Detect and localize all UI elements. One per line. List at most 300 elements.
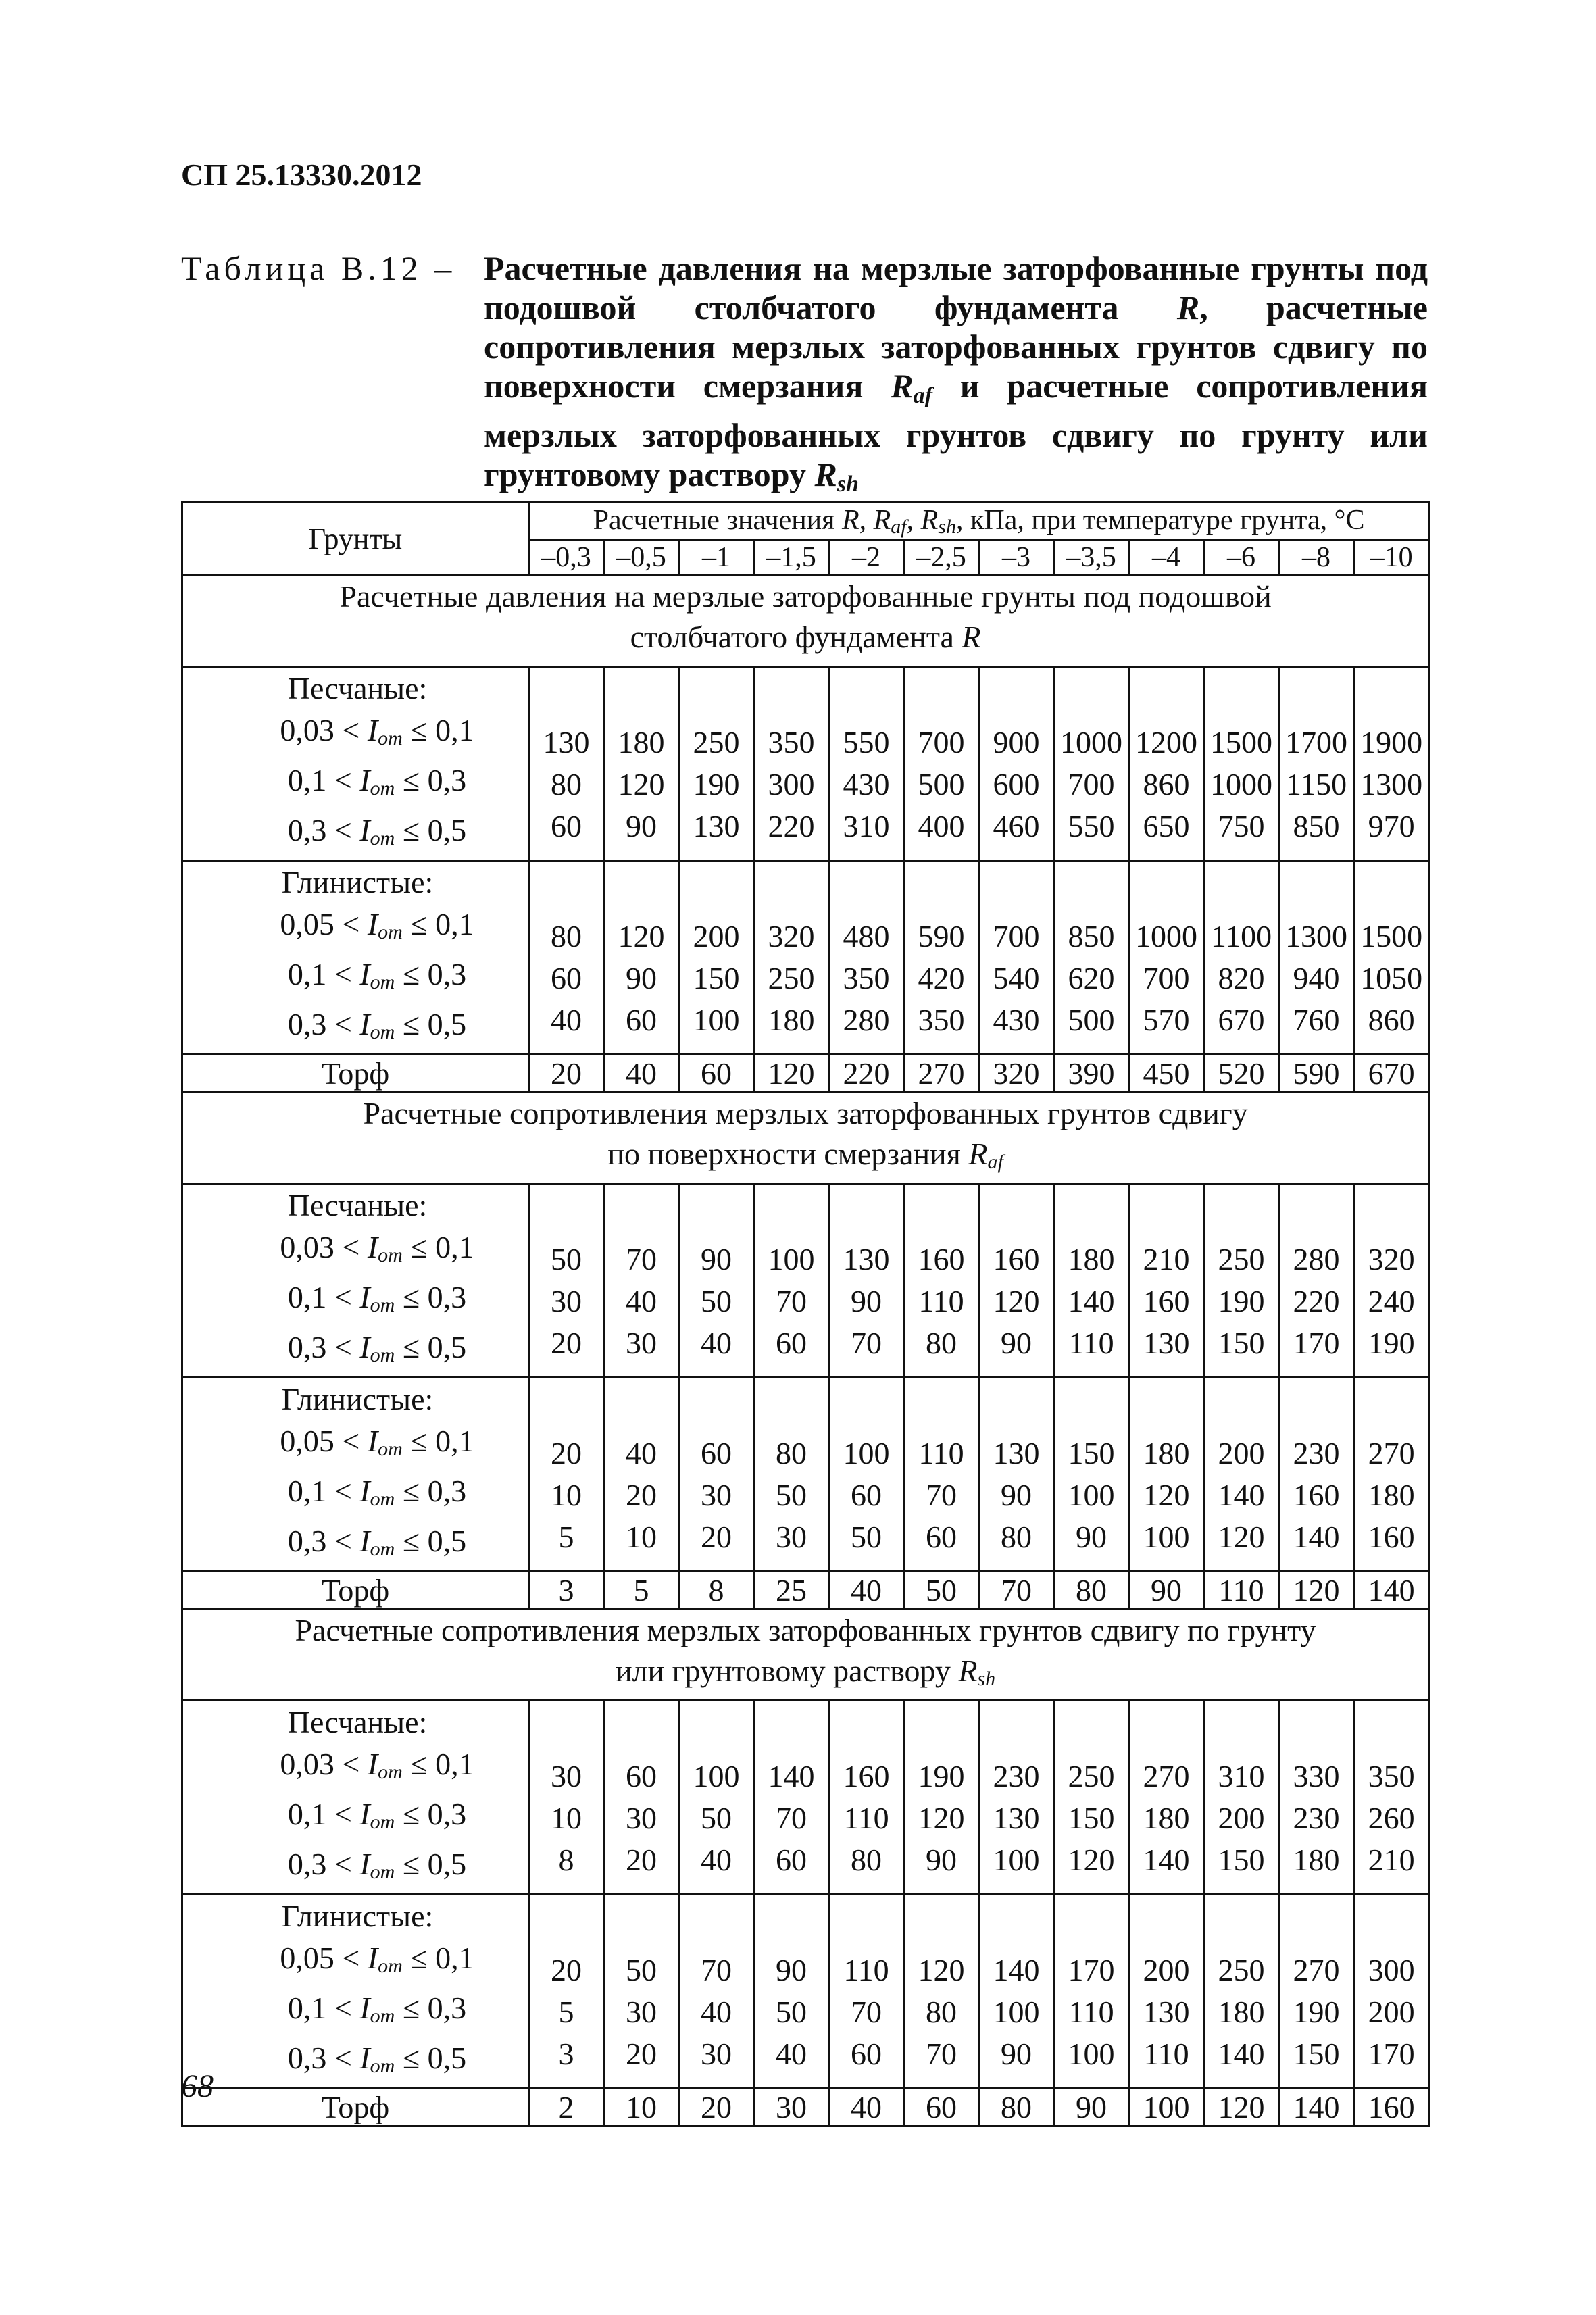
table-cell-value: 970 <box>1368 809 1415 843</box>
values-column-header: Расчетные значения R, $R_{af}$, $R_{sh}$, кПа, при температуре грунта, °С <box>529 503 1429 540</box>
clay-soil-group <box>182 1895 1429 2089</box>
table-cell-value: 40 <box>701 1326 732 1360</box>
table-cell-value: 20 <box>551 1326 582 1360</box>
table-cell-value: 700 <box>1143 961 1190 995</box>
table-cell-value: 40 <box>776 2037 807 2071</box>
table-cell-value: 1000 <box>1135 919 1197 953</box>
temperature-header-cell: –3,5 <box>1054 540 1129 576</box>
section-heading: Расчетные давления на мерзлые заторфованные грунты под подошвой столбчатого фундамента R <box>182 576 1429 667</box>
table-cell-value: 20 <box>551 1436 582 1470</box>
table-cell-value: 100 <box>693 1003 740 1037</box>
table-cell-value: 180 <box>1143 1801 1190 1835</box>
table-cell-value: 60 <box>776 1843 807 1877</box>
peat-label: Торф <box>182 1572 529 1610</box>
table-cell-value: 25 <box>754 1572 829 1610</box>
table-cell-value: 500 <box>918 767 965 801</box>
table-cell-value: 120 <box>918 1953 965 1987</box>
section-heading-row <box>182 1093 1429 1184</box>
index-range-label: $0,1 < I_{om} \le 0,3$ <box>287 1991 467 2027</box>
value-column-cell <box>1054 1895 1129 2089</box>
table-cell-value: 20 <box>551 1953 582 1987</box>
sandy-soil-names <box>182 1701 529 1895</box>
table-cell-value: 1700 <box>1285 725 1347 760</box>
table-cell-value: 130 <box>993 1801 1040 1835</box>
table-cell-value: 160 <box>993 1242 1040 1276</box>
table-cell-value: 350 <box>918 1003 965 1037</box>
table-cell-value: 120 <box>1143 1478 1190 1512</box>
value-column-cell <box>904 1184 979 1378</box>
header-row <box>182 503 1429 540</box>
value-column-cell <box>1129 1378 1204 1572</box>
table-cell-value: 120 <box>1068 1843 1115 1877</box>
table-cell-value: 250 <box>693 725 740 760</box>
table-cell-value: 60 <box>626 1003 657 1037</box>
table-cell-value: 20 <box>701 1520 732 1554</box>
table-cell-value: 90 <box>701 1242 732 1276</box>
temperature-header-cell: –2 <box>829 540 904 576</box>
table-cell-value: 160 <box>918 1242 965 1276</box>
table-cell-value: 230 <box>993 1759 1040 1793</box>
value-column-cell <box>529 1701 604 1895</box>
value-column-cell <box>904 1701 979 1895</box>
table-cell-value: 140 <box>768 1759 815 1793</box>
value-column-cell <box>1354 1895 1429 2089</box>
group-label: Песчаные: <box>287 671 428 705</box>
index-range-label: $0,3 < I_{om} \le 0,5$ <box>287 1330 467 1366</box>
table-cell-value: 220 <box>1293 1284 1340 1318</box>
table-cell-value: 110 <box>918 1436 964 1470</box>
value-column-cell <box>754 1895 829 2089</box>
table-cell-value: 300 <box>768 767 815 801</box>
table-cell-value: 160 <box>1293 1478 1340 1512</box>
table-cell-value: 70 <box>979 1572 1054 1610</box>
table-cell-value: 170 <box>1368 2037 1415 2071</box>
table-cell-value: 860 <box>1368 1003 1415 1037</box>
table-cell-value: 150 <box>1293 2037 1340 2071</box>
table-cell-value: 170 <box>1293 1326 1340 1360</box>
table-cell-value: 760 <box>1293 1003 1340 1037</box>
table-cell-value: 220 <box>768 809 815 843</box>
value-column-cell <box>979 861 1054 1055</box>
value-column-cell <box>829 861 904 1055</box>
value-column-cell <box>604 861 679 1055</box>
index-range-label: $0,05 < I_{om} \le 0,1$ <box>280 1941 474 1977</box>
value-column-cell <box>1204 1378 1279 1572</box>
table-cell-value: 140 <box>1354 1572 1429 1610</box>
peat-row <box>182 1055 1429 1093</box>
table-cell-value: 100 <box>1129 2089 1204 2126</box>
table-cell-value: 350 <box>843 961 890 995</box>
table-cell-value: 500 <box>1068 1003 1115 1037</box>
table-cell-value: 150 <box>1218 1326 1265 1360</box>
group-label: Песчаные: <box>287 1188 428 1222</box>
value-column-cell <box>829 667 904 861</box>
table-cell-value: 130 <box>1143 1326 1190 1360</box>
table-cell-value: 70 <box>851 1995 882 2029</box>
value-column-cell <box>1129 667 1204 861</box>
sandy-soil-group <box>182 667 1429 861</box>
table-cell-value: 430 <box>993 1003 1040 1037</box>
table-cell-value: 120 <box>1218 1520 1265 1554</box>
table-cell-value: 180 <box>768 1003 815 1037</box>
table-cell-value: 160 <box>1143 1284 1190 1318</box>
table-cell-value: 60 <box>551 961 582 995</box>
value-column-cell <box>904 667 979 861</box>
design-values-table <box>181 501 1430 2127</box>
table-cell-value: 70 <box>776 1284 807 1318</box>
table-cell-value: 1100 <box>1210 919 1272 953</box>
table-cell-value: 30 <box>701 2037 732 2071</box>
group-label: Песчаные: <box>287 1705 428 1739</box>
value-column-cell <box>754 667 829 861</box>
table-cell-value: 70 <box>776 1801 807 1835</box>
table-cell-value: 430 <box>843 767 890 801</box>
table-cell-value: 280 <box>1293 1242 1340 1276</box>
table-cell-value: 200 <box>1368 1995 1415 2029</box>
table-cell-value: 150 <box>1068 1801 1115 1835</box>
table-cell-value: 80 <box>551 919 582 953</box>
table-cell-value: 100 <box>1068 2037 1115 2071</box>
value-column-cell <box>979 1378 1054 1572</box>
table-cell-value: 140 <box>1218 2037 1265 2071</box>
value-column-cell <box>979 667 1054 861</box>
index-range-label: $0,1 < I_{om} \le 0,3$ <box>287 957 467 993</box>
clay-soil-group <box>182 861 1429 1055</box>
table-cell-value: 1050 <box>1360 961 1423 995</box>
table-cell-value: 180 <box>1218 1995 1265 2029</box>
value-column-cell <box>529 667 604 861</box>
table-cell-value: 1500 <box>1360 919 1423 953</box>
table-cell-value: 350 <box>1368 1759 1415 1793</box>
table-cell-value: 120 <box>1204 2089 1279 2126</box>
table-cell-value: 180 <box>618 725 665 760</box>
table-cell-value: 280 <box>843 1003 890 1037</box>
peat-label: Торф <box>182 2089 529 2126</box>
index-range-label: $0,03 < I_{om} \le 0,1$ <box>280 1230 474 1266</box>
table-cell-value: 50 <box>626 1953 657 1987</box>
table-cell-value: 50 <box>851 1520 882 1554</box>
table-cell-value: 850 <box>1068 919 1115 953</box>
table-cell-value: 10 <box>604 2089 679 2126</box>
value-column-cell <box>1054 1184 1129 1378</box>
sandy-soil-names <box>182 1184 529 1378</box>
table-cell-value: 590 <box>918 919 965 953</box>
table-cell-value: 900 <box>993 725 1040 760</box>
group-label: Глинистые: <box>281 1382 434 1416</box>
table-cell-value: 270 <box>1293 1953 1340 1987</box>
value-column-cell <box>1054 667 1129 861</box>
table-cell-value: 30 <box>551 1759 582 1793</box>
table-cell-value: 210 <box>1368 1843 1415 1877</box>
value-column-cell <box>679 861 754 1055</box>
index-range-label: $0,1 < I_{om} \le 0,3$ <box>287 763 467 799</box>
table-cell-value: 1150 <box>1285 767 1347 801</box>
value-column-cell <box>679 1184 754 1378</box>
table-number: Таблица В.12 – <box>181 249 456 287</box>
section-heading: Расчетные сопротивления мерзлых заторфованных грунтов сдвигу по грунту или грунтовому раствору $R_{sh}$ <box>182 1610 1429 1701</box>
index-range-label: $0,05 < I_{om} \le 0,1$ <box>280 907 474 943</box>
table-cell-value: 150 <box>693 961 740 995</box>
table-cell-value: 140 <box>1218 1478 1265 1512</box>
value-column-cell <box>1204 1184 1279 1378</box>
table-cell-value: 450 <box>1129 1055 1204 1093</box>
table-cell-value: 60 <box>551 809 582 843</box>
table-cell-value: 40 <box>701 1843 732 1877</box>
table-cell-value: 250 <box>1068 1759 1115 1793</box>
peat-row <box>182 1572 1429 1610</box>
temperature-header-cell: –8 <box>1279 540 1354 576</box>
table-cell-value: 30 <box>626 1801 657 1835</box>
table-cell-value: 200 <box>1143 1953 1190 1987</box>
table-cell-value: 60 <box>701 1436 732 1470</box>
table-cell-value: 110 <box>1068 1995 1114 2029</box>
group-label: Глинистые: <box>281 865 434 899</box>
table-cell-value: 210 <box>1143 1242 1190 1276</box>
page-number: 68 <box>181 2068 214 2104</box>
table-cell-value: 550 <box>843 725 890 760</box>
value-column-cell <box>604 1701 679 1895</box>
table-cell-value: 80 <box>551 767 582 801</box>
table-cell-value: 140 <box>993 1953 1040 1987</box>
value-column-cell <box>829 1895 904 2089</box>
table-cell-value: 600 <box>993 767 1040 801</box>
table-cell-value: 1200 <box>1135 725 1197 760</box>
value-column-cell <box>679 1895 754 2089</box>
table-cell-value: 330 <box>1293 1759 1340 1793</box>
table-cell-value: 5 <box>604 1572 679 1610</box>
table-cell-value: 850 <box>1293 809 1340 843</box>
value-column-cell <box>1354 861 1429 1055</box>
table-cell-value: 390 <box>1054 1055 1129 1093</box>
value-column-cell <box>1354 1184 1429 1378</box>
table-cell-value: 100 <box>768 1242 815 1276</box>
table-cell-value: 50 <box>701 1801 732 1835</box>
table-cell-value: 480 <box>843 919 890 953</box>
value-column-cell <box>1279 1378 1354 1572</box>
table-cell-value: 130 <box>693 809 740 843</box>
table-cell-value: 320 <box>979 1055 1054 1093</box>
table-cell-value: 120 <box>993 1284 1040 1318</box>
temperature-header-cell: –1,5 <box>754 540 829 576</box>
table-cell-value: 80 <box>776 1436 807 1470</box>
table-cell-value: 350 <box>768 725 815 760</box>
clay-soil-names <box>182 861 529 1055</box>
value-column-cell <box>829 1701 904 1895</box>
index-range-label: $0,3 < I_{om} \le 0,5$ <box>287 1007 467 1043</box>
table-cell-value: 30 <box>776 1520 807 1554</box>
table-cell-value: 310 <box>1218 1759 1265 1793</box>
value-column-cell <box>1054 861 1129 1055</box>
table-cell-value: 100 <box>993 1995 1040 2029</box>
temperature-header-cell: –6 <box>1204 540 1279 576</box>
table-cell-value: 5 <box>558 1995 574 2029</box>
peat-row <box>182 2089 1429 2126</box>
value-column-cell <box>1129 1184 1204 1378</box>
value-column-cell <box>1204 667 1279 861</box>
table-cell-value: 310 <box>843 809 890 843</box>
table-cell-value: 30 <box>754 2089 829 2126</box>
index-range-label: $0,3 < I_{om} \le 0,5$ <box>287 1524 467 1560</box>
value-column-cell <box>1354 1378 1429 1572</box>
table-cell-value: 120 <box>918 1801 965 1835</box>
index-range-label: $0,1 < I_{om} \le 0,3$ <box>287 1797 467 1833</box>
value-column-cell <box>1054 1378 1129 1572</box>
table-cell-value: 270 <box>1143 1759 1190 1793</box>
value-column-cell <box>754 1701 829 1895</box>
table-cell-value: 130 <box>1143 1995 1190 2029</box>
table-cell-value: 140 <box>1068 1284 1115 1318</box>
value-column-cell <box>679 1378 754 1572</box>
temperature-header-cell: –2,5 <box>904 540 979 576</box>
table-cell-value: 150 <box>1068 1436 1115 1470</box>
value-column-cell <box>904 1378 979 1572</box>
table-cell-value: 230 <box>1293 1801 1340 1835</box>
table-cell-value: 320 <box>768 919 815 953</box>
table-cell-value: 120 <box>618 919 665 953</box>
table-cell-value: 260 <box>1368 1801 1415 1835</box>
index-range-label: $0,3 < I_{om} \le 0,5$ <box>287 813 467 849</box>
table-cell-value: 50 <box>776 1995 807 2029</box>
value-column-cell <box>1204 1895 1279 2089</box>
table-cell-value: 130 <box>993 1436 1040 1470</box>
table-cell-value: 100 <box>693 1759 740 1793</box>
table-cell-value: 5 <box>558 1520 574 1554</box>
table-cell-value: 90 <box>1001 1478 1032 1512</box>
table-cell-value: 130 <box>843 1242 890 1276</box>
temperature-header-cell: –10 <box>1354 540 1429 576</box>
table-cell-value: 320 <box>1368 1242 1415 1276</box>
table-cell-value: 180 <box>1143 1436 1190 1470</box>
table-cell-value: 650 <box>1143 809 1190 843</box>
section-heading-row <box>182 1610 1429 1701</box>
table-cell-value: 60 <box>851 2037 882 2071</box>
table-cell-value: 70 <box>626 1242 657 1276</box>
table-cell-value: 1900 <box>1360 725 1423 760</box>
table-cell-value: 8 <box>679 1572 754 1610</box>
table-cell-value: 80 <box>1054 1572 1129 1610</box>
table-cell-value: 60 <box>626 1759 657 1793</box>
clay-soil-names <box>182 1378 529 1572</box>
table-cell-value: 100 <box>1068 1478 1115 1512</box>
table-cell-value: 20 <box>679 2089 754 2126</box>
table-cell-value: 670 <box>1218 1003 1265 1037</box>
temperature-header-cell: –1 <box>679 540 754 576</box>
table-cell-value: 100 <box>843 1436 890 1470</box>
table-cell-value: 50 <box>551 1242 582 1276</box>
value-column-cell <box>829 1378 904 1572</box>
sandy-soil-group <box>182 1701 1429 1895</box>
table-cell-value: 3 <box>558 2037 574 2071</box>
table-cell-value: 120 <box>754 1055 829 1093</box>
table-cell-value: 700 <box>993 919 1040 953</box>
value-column-cell <box>904 861 979 1055</box>
table-cell-value: 90 <box>1054 2089 1129 2126</box>
temperature-header-cell: –3 <box>979 540 1054 576</box>
table-cell-value: 30 <box>551 1284 582 1318</box>
sandy-soil-group <box>182 1184 1429 1378</box>
group-label: Глинистые: <box>281 1899 434 1933</box>
table-cell-value: 60 <box>679 1055 754 1093</box>
index-range-label: $0,3 < I_{om} \le 0,5$ <box>287 2041 467 2077</box>
value-column-cell <box>829 1184 904 1378</box>
value-column-cell <box>754 1184 829 1378</box>
table-cell-value: 80 <box>1001 1520 1032 1554</box>
table-cell-value: 540 <box>993 961 1040 995</box>
table-cell-value: 620 <box>1068 961 1115 995</box>
table-cell-value: 90 <box>1001 1326 1032 1360</box>
table-cell-value: 190 <box>918 1759 965 1793</box>
table-cell-value: 160 <box>1354 2089 1429 2126</box>
table-cell-value: 90 <box>851 1284 882 1318</box>
table-cell-value: 820 <box>1218 961 1265 995</box>
table-cell-value: 110 <box>843 1953 889 1987</box>
sandy-soil-names <box>182 667 529 861</box>
table-cell-value: 140 <box>1143 1843 1190 1877</box>
table-cell-value: 8 <box>558 1843 574 1877</box>
table-cell-value: 1300 <box>1360 767 1423 801</box>
table-cell-value: 240 <box>1368 1284 1415 1318</box>
document-code: СП 25.13330.2012 <box>181 157 422 192</box>
table-cell-value: 100 <box>993 1843 1040 1877</box>
table-cell-value: 130 <box>543 725 590 760</box>
table-cell-value: 30 <box>626 1326 657 1360</box>
table-cell-value: 80 <box>979 2089 1054 2126</box>
table-title: Расчетные давления на мерзлые заторфованные грунты под подошвой столбчатого фундамента R, расчетные сопротивления мерзлых заторфованных грунтов сдвигу по поверхности смерзания $R_{af}$ и расчетные сопротивления мерзлых заторфованных грунтов сдвигу по грунту или грунтовому раствору $R_{sh}$ <box>484 249 1428 497</box>
table-cell-value: 60 <box>851 1478 882 1512</box>
table-cell-value: 90 <box>1001 2037 1032 2071</box>
table-cell-value: 1000 <box>1060 725 1122 760</box>
table-cell-value: 40 <box>701 1995 732 2029</box>
table-cell-value: 60 <box>926 1520 957 1554</box>
table-cell-value: 190 <box>1368 1326 1415 1360</box>
table-cell-value: 40 <box>829 1572 904 1610</box>
value-column-cell <box>604 1895 679 2089</box>
value-column-cell <box>1204 861 1279 1055</box>
temperature-header-cell: –0,5 <box>604 540 679 576</box>
table-cell-value: 110 <box>1204 1572 1279 1610</box>
value-column-cell <box>529 861 604 1055</box>
table-cell-value: 140 <box>1293 1520 1340 1554</box>
table-cell-value: 200 <box>1218 1436 1265 1470</box>
table-cell-value: 190 <box>1218 1284 1265 1318</box>
table-cell-value: 80 <box>851 1843 882 1877</box>
value-column-cell <box>604 667 679 861</box>
value-column-cell <box>1129 861 1204 1055</box>
value-column-cell <box>679 667 754 861</box>
value-column-cell <box>529 1895 604 2089</box>
table-cell-value: 120 <box>1279 1572 1354 1610</box>
index-range-label: $0,03 < I_{om} \le 0,1$ <box>280 1747 474 1783</box>
value-column-cell <box>1354 1701 1429 1895</box>
table-cell-value: 90 <box>926 1843 957 1877</box>
table-cell-value: 160 <box>1368 1520 1415 1554</box>
table-cell-value: 70 <box>701 1953 732 1987</box>
table-cell-value: 10 <box>551 1801 582 1835</box>
table-cell-value: 2 <box>529 2089 604 2126</box>
section-heading-row <box>182 576 1429 667</box>
value-column-cell <box>1129 1895 1204 2089</box>
table-cell-value: 250 <box>1218 1242 1265 1276</box>
table-cell-value: 50 <box>701 1284 732 1318</box>
table-cell-value: 1000 <box>1210 767 1272 801</box>
table-cell-value: 110 <box>1143 2037 1189 2071</box>
table-cell-value: 20 <box>626 1843 657 1877</box>
table-cell-value: 700 <box>1068 767 1115 801</box>
value-column-cell <box>754 1378 829 1572</box>
peat-label: Торф <box>182 1055 529 1093</box>
table-cell-value: 90 <box>776 1953 807 1987</box>
soil-column-header: Грунты <box>182 503 529 576</box>
